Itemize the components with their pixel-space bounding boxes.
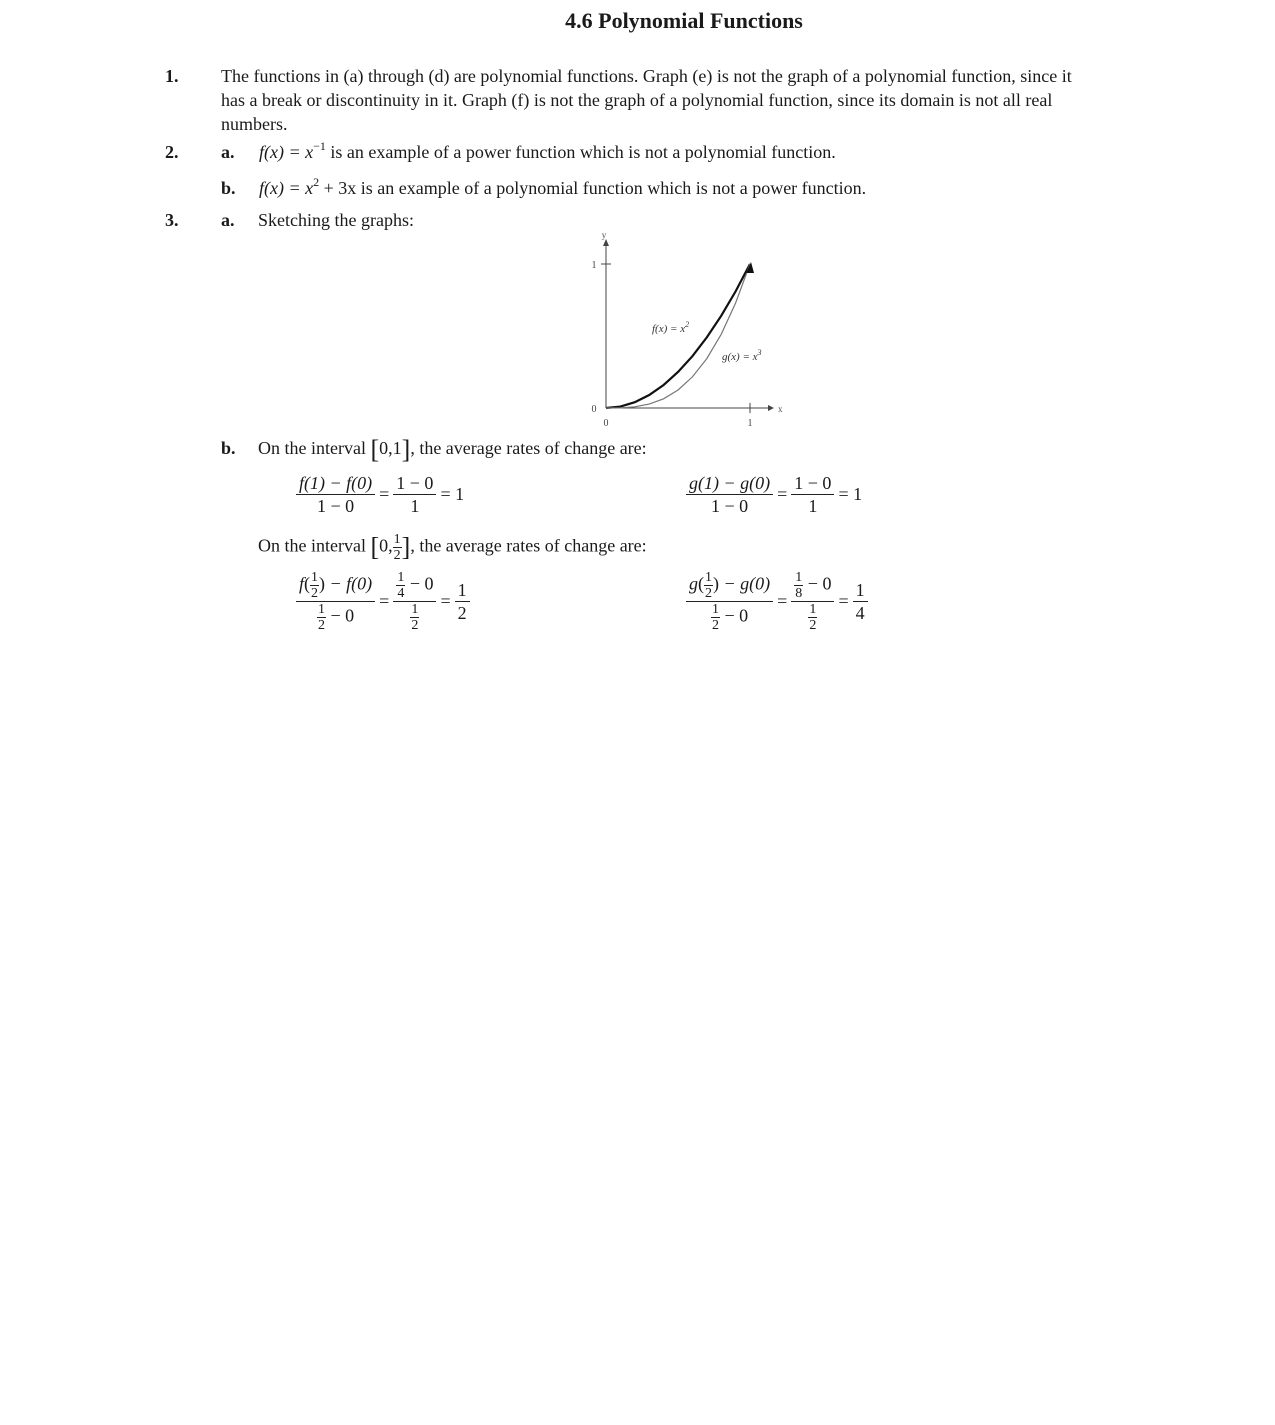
item-1-line-3: numbers. (221, 114, 288, 134)
numerator-rest: − g(0) (723, 573, 771, 594)
item-2a-func: f(x) = x (259, 142, 314, 162)
item-number-2: 2. (165, 142, 179, 162)
item-2a-text (259, 140, 836, 164)
interval-1-sentence (258, 436, 647, 462)
numerator: 1 (318, 602, 325, 617)
fraction (393, 570, 436, 633)
item-2b-exp: 2 (313, 175, 320, 189)
fraction (296, 472, 375, 517)
interval-2-post: , the average rates of change are: (410, 535, 647, 556)
item-2b-func: f(x) = x (259, 178, 314, 198)
fraction (393, 472, 436, 517)
equals-sign: = (838, 591, 849, 611)
item-3a-text: Sketching the graphs: (258, 210, 414, 230)
fraction-eighth (794, 570, 803, 601)
y-tick-label: 0 (591, 404, 597, 415)
series-label: $g(x) = x^3$ (722, 348, 762, 363)
numerator: 1 (393, 532, 401, 547)
denominator: 8 (795, 586, 803, 601)
x-tick-label: 1 (747, 418, 753, 429)
series-line (606, 264, 750, 408)
numerator: 1 (311, 570, 319, 585)
equation-g-interval-1 (686, 472, 866, 517)
bracket-right-icon: ] (401, 532, 411, 562)
numerator: 1 (711, 602, 719, 617)
x-axis-arrow-icon (768, 405, 774, 411)
denominator: 4 (853, 601, 868, 624)
numerator-rest: − f(0) (329, 573, 373, 594)
numerator (393, 570, 436, 601)
interval-1-value: 0,1 (379, 438, 402, 458)
interval-1-post: , the average rates of change are: (410, 438, 647, 458)
denominator: 2 (393, 548, 401, 563)
denominator: 1 − 0 (296, 494, 375, 517)
numerator: 1 (397, 570, 405, 585)
equals-sign: = (379, 484, 390, 504)
fraction-result (853, 579, 868, 624)
equation-g-interval-2 (686, 570, 868, 633)
series-label: $f(x) = x^2$ (652, 320, 690, 335)
func-name: g (689, 573, 698, 594)
numerator: f( $\frac{1}{2}$ ) − f(0) (299, 570, 373, 601)
equation-f-interval-1 (296, 472, 468, 517)
denominator: 2 (705, 586, 712, 601)
graph (580, 230, 800, 430)
denominator: 2 (809, 618, 817, 633)
interval-2-left: 0, (379, 535, 393, 556)
numerator: 1 (705, 570, 712, 585)
result: = 1 (440, 484, 465, 504)
bracket-left-icon: [ (370, 532, 380, 562)
numerator (791, 570, 834, 601)
numerator: g(1) − g(0) (689, 473, 771, 493)
numerator: f(1) − f(0) (299, 473, 373, 493)
func-name: f (299, 573, 305, 594)
bracket-left-icon: [ (370, 434, 380, 464)
item-2a-exp: −1 (313, 139, 326, 153)
equals-sign: = (777, 484, 788, 504)
equation-f-interval-2 (296, 570, 470, 633)
graph-curves (606, 262, 762, 408)
minus-zero: − 0 (409, 573, 434, 594)
item-1-line-2: has a break or discontinuity in it. Graph (f) is not the graph of a polynomial function, since its domain is not all real (221, 90, 1053, 110)
denominator (686, 601, 773, 633)
numerator: 1 (411, 602, 419, 617)
item-2b-desc: is an example of a polynomial function which is not a power function. (356, 178, 867, 198)
denominator (791, 601, 834, 633)
denominator: 1 − 0 (686, 494, 773, 517)
numerator: g( $\frac{1}{2}$ ) − g(0) (689, 570, 771, 601)
denominator: 2 (711, 618, 719, 633)
y-axis-label: y (601, 230, 607, 240)
fraction (296, 570, 375, 633)
graph-axes (592, 230, 784, 429)
numerator: 1 − 0 (396, 473, 434, 493)
page-title: 4.6 Polynomial Functions (565, 8, 803, 33)
result: = 1 (838, 484, 863, 504)
x-tick-label: 0 (603, 418, 609, 429)
series-line (606, 264, 750, 408)
bracket-right-icon: ] (401, 434, 411, 464)
x-axis-label: x (778, 404, 783, 414)
numerator: 1 (795, 570, 803, 585)
fraction-half (711, 602, 720, 633)
equals-sign: = (777, 591, 788, 611)
item-2b-text (259, 176, 866, 200)
fraction (686, 570, 773, 633)
item-3b-label: b. (221, 438, 236, 458)
item-1-text (221, 64, 1231, 136)
fraction-half (808, 602, 817, 633)
interval-1-pre: On the interval (258, 438, 371, 458)
fraction (791, 472, 834, 517)
denominator: 2 (411, 618, 419, 633)
y-tick-label: 1 (591, 260, 597, 271)
fraction-quarter (396, 570, 405, 601)
item-2a-label: a. (221, 142, 235, 162)
minus-zero: − 0 (724, 605, 749, 626)
item-3a-label: a. (221, 210, 235, 230)
denominator: 1 (791, 494, 834, 517)
denominator: 2 (318, 618, 325, 633)
y-axis-arrow-icon (603, 239, 609, 246)
interval-2-pre: On the interval (258, 535, 371, 556)
equals-sign: = (379, 591, 390, 611)
fraction (791, 570, 834, 633)
item-1-line-1: The functions in (a) through (d) are polynomial functions. Graph (e) is not the graph of a polynomial function, since it (221, 66, 1072, 86)
item-2b-rest: + 3x (319, 178, 357, 198)
denominator (393, 601, 436, 633)
item-2a-desc: is an example of a power function which is not a polynomial function. (325, 142, 836, 162)
fraction-half (393, 532, 402, 563)
denominator: 2 (455, 601, 470, 624)
item-number-3: 3. (165, 210, 179, 230)
fraction-half (317, 602, 326, 633)
denominator (296, 601, 375, 633)
denominator: 1 (393, 494, 436, 517)
numerator: 1 (457, 580, 467, 600)
item-number-1: 1. (165, 66, 179, 86)
fraction (686, 472, 773, 517)
equals-sign: = (440, 591, 451, 611)
item-2b-label: b. (221, 178, 236, 198)
fraction-half (704, 570, 713, 601)
minus-zero: − 0 (330, 605, 355, 626)
minus-zero: − 0 (807, 573, 832, 594)
numerator: 1 (809, 602, 817, 617)
fraction-half (410, 602, 419, 633)
interval-2-sentence (258, 532, 647, 563)
numerator: 1 − 0 (794, 473, 832, 493)
numerator: 1 (855, 580, 865, 600)
fraction-result (455, 579, 470, 624)
denominator: 2 (311, 586, 319, 601)
denominator: 4 (397, 586, 405, 601)
fraction-half (310, 570, 319, 601)
